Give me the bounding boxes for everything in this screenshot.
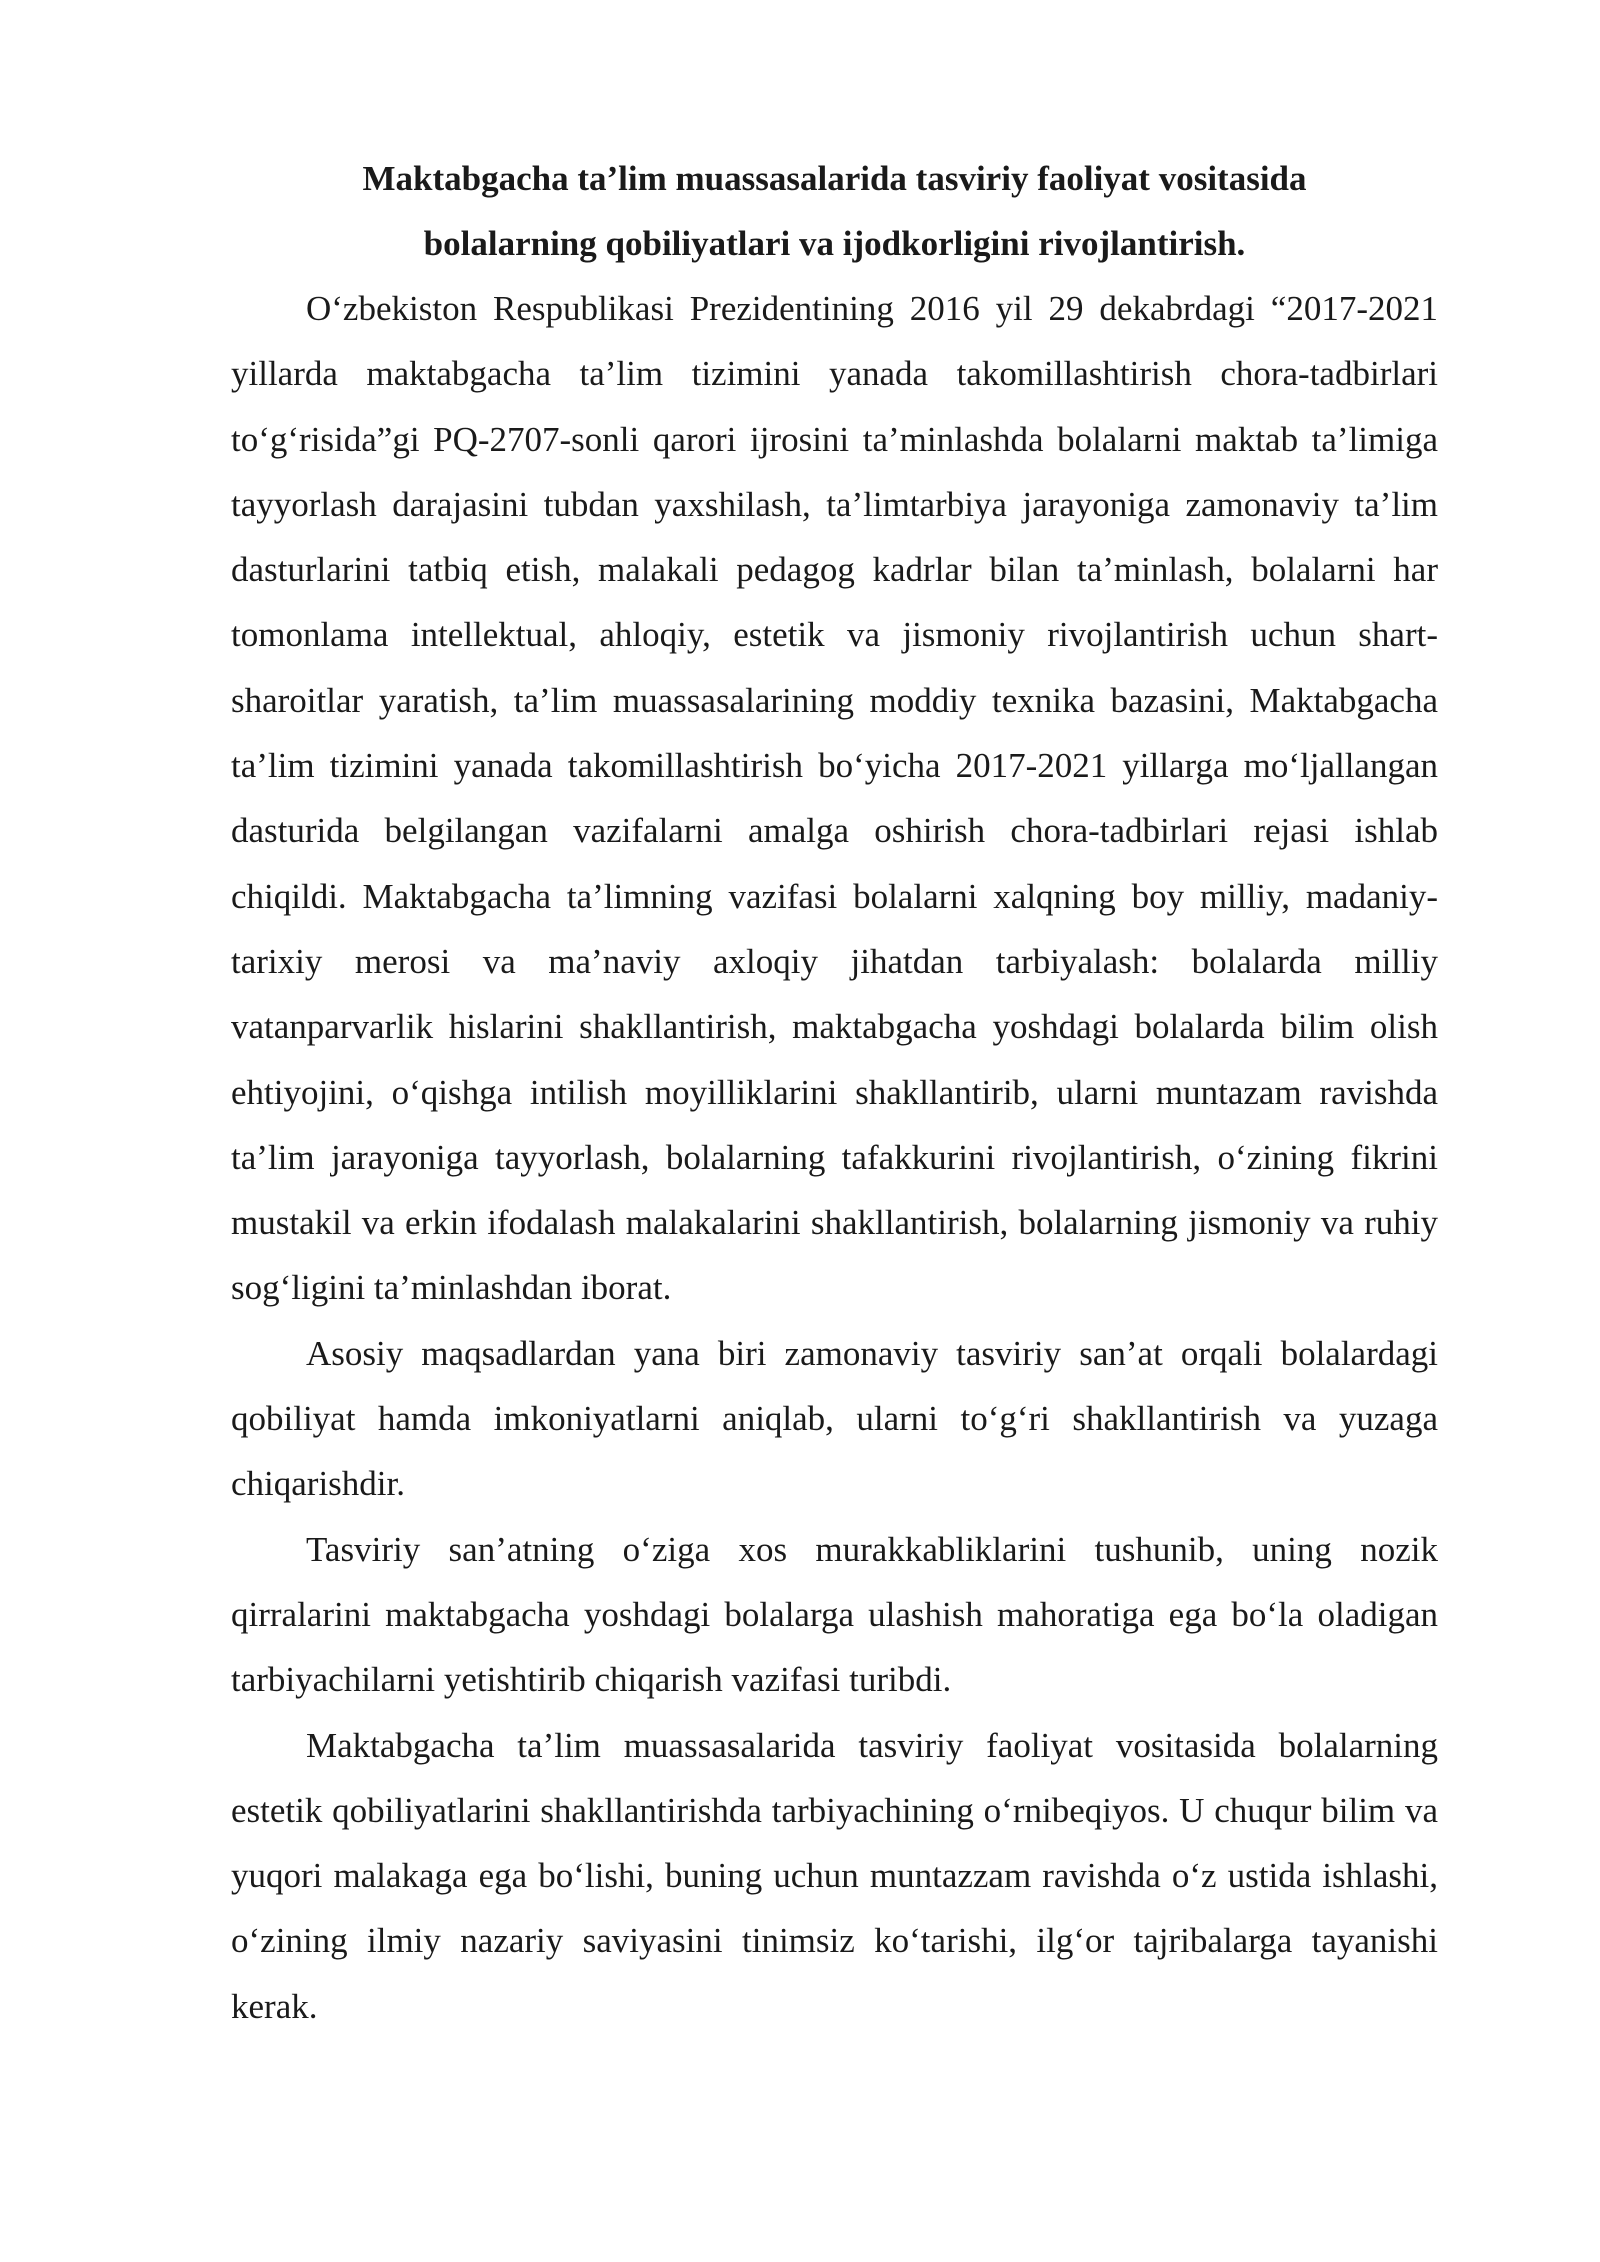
paragraph-3: Tasviriy san’atning o‘ziga xos murakkabliklarini tushunib, uning nozik qirralarini maktabgacha yoshdagi bolalarga ulashish mahoratiga ega bo‘la oladigan tarbiyachilarni yetishtirib chiqarish vazifasi turibdi.: [231, 1529, 1438, 1700]
document-body: [231, 146, 1438, 2039]
document-title: [231, 146, 1438, 276]
paragraph-4: Maktabgacha ta’lim muassasalarida tasviriy faoliyat vositasida bolalarning estetik qobiliyatlarini shakllantirishda tarbiyachining o‘rnibeqiyos. U chuqur bilim va yuqori malakaga ega bo‘lishi, buning uchun muntazzam ravishda o‘z ustida ishlashi, o‘zining ilmiy nazariy saviyasini tinimsiz ko‘tarishi, ilg‘or tajribalarga tayanishi kerak.: [231, 1725, 1438, 2026]
title-line-1: Maktabgacha ta’lim muassasalarida tasviriy faoliyat vositasida: [362, 159, 1307, 198]
paragraph-1: O‘zbekiston Respublikasi Prezidentining 2016 yil 29 dekabrdagi “2017-2021 yillarda maktabgacha ta’lim tizimini yanada takomillashtirish chora-tadbirlari to‘g‘risida”gi PQ-2707-sonli qarori ijrosini ta’minlashda bolalarni maktab ta’limiga tayyorlash darajasini tubdan yaxshilash, ta’limtarbiya jarayoniga zamonaviy ta’lim dasturlarini tatbiq etish, malakali pedagog kadrlar bilan ta’minlash, bolalarni har tomonlama intellektual, ahloqiy, estetik va jismoniy rivojlantirish uchun shart-sharoitlar yaratish, ta’lim muassasalarining moddiy texnika bazasini, Maktabgacha ta’lim tizimini yanada takomillashtirish bo‘yicha 2017-2021 yillarga mo‘ljallangan dasturida belgilangan vazifalarni amalga oshirish chora-tadbirlari rejasi ishlab chiqildi. Maktabgacha ta’limning vazifasi bolalarni xalqning boy milliy, madaniy-tarixiy merosi va ma’naviy axloqiy jihatdan tarbiyalash: bolalarda milliy vatanparvarlik hislarini shakllantirish, maktabgacha yoshdagi bolalarda bilim olish ehtiyojini, o‘qishga intilish moyilliklarini shakllantirib, ularni muntazam ravishda ta’lim jarayoniga tayyorlash, bolalarning tafakkurini rivojlantirish, o‘zining fikrini mustakil va erkin ifodalash malakalarini shakllantirish, bolalarning jismoniy va ruhiy sog‘ligini ta’minlashdan iborat.: [231, 289, 1438, 1308]
paragraph-2: Asosiy maqsadlardan yana biri zamonaviy tasviriy san’at orqali bolalardagi qobiliyat hamda imkoniyatlarni aniqlab, ularni to‘g‘ri shakllantirish va yuzaga chiqarishdir.: [231, 1333, 1438, 1504]
title-line-2: bolalarning qobiliyatlari va ijodkorligini rivojlantirish.: [423, 224, 1246, 263]
